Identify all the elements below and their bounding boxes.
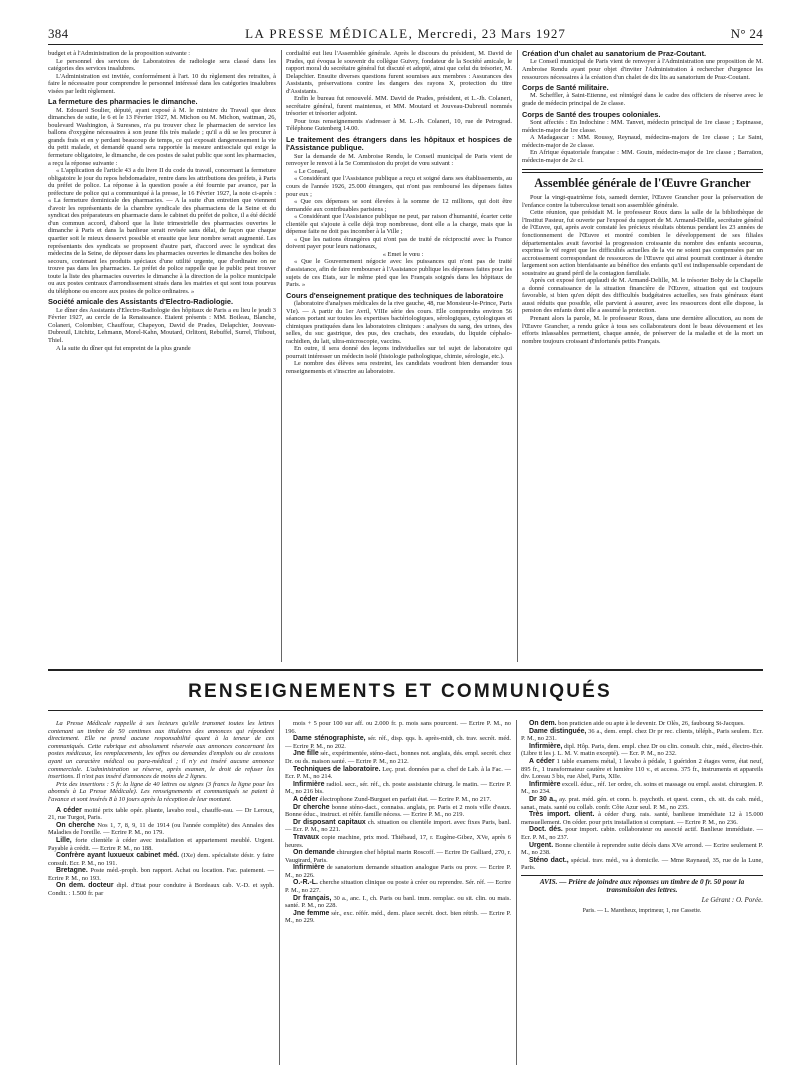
ad-text: pour import. cabin. collaborateur ou associé actif. Banlieue immédiate. — Ecr. P. M., no 237. — [521, 826, 763, 841]
ads-column-1 — [48, 720, 274, 1065]
classified-ad — [285, 834, 511, 849]
ad-list — [285, 720, 511, 925]
printer-line: Paris. — L. Maretheux, imprimeur, 1, rue Cassette. — [582, 907, 702, 914]
header-rule — [48, 44, 763, 45]
ad-text: ay. prat. méd. gén. et conn. b. psychoth. et quest. conn., ch. sit. ds cab. méd., sanat., mais. santé ou collab. confr. Côte Azur seul. P. M., no 235. — [521, 795, 763, 811]
column-divider — [517, 50, 518, 662]
ad-lead: Infirmière — [293, 864, 325, 872]
ad-lead: Dame sténographiste, — [293, 735, 366, 743]
paragraph: Enfin le bureau fut renouvelé. MM. David de Prades, président, et L.-Jh. Colaneri, secrétaire général, furent maintenus, et MM. Moutard et Jouveau-Dubreuil nommés trésorier et trésorier adjoint. — [286, 95, 512, 118]
classified-ad — [521, 796, 763, 811]
ad-lead: Sténo dact., — [529, 856, 569, 864]
paragraph: Sur la demande de M. Ambroise Rendu, le Conseil municipal de Paris vient de renvoyer le renvoi à la 5e Commission du projet de vœu suivant : — [286, 152, 512, 168]
ad-text: dipl. Hôp. Paris, dem. empl. chez Dr ou clin. consult. chir., méd., électro-thér. (Libre tt les j. L. M. V. matin excepté). — Ecr. P. M., no 232. — [521, 742, 763, 758]
ad-text: chirurgien chef hôpital marin Roscoff. — Ecrire Dr Galliard, 270, r. Vaugirard, Paris. — [285, 849, 511, 864]
classified-ad — [285, 796, 511, 804]
ad-text: copie machine, prix mod. Thiébaud, 17, r. Eugène-Gibez, XVe, après 6 heures. — [285, 833, 511, 849]
section-title: RENSEIGNEMENTS ET COMMUNIQUÉS — [188, 681, 612, 702]
paragraph: Après cet exposé fort applaudi de M. Armand-Delille, M. le trésorier Boby de la Chapelle a donné connaissance de la situation financière de l'Œuvre, situation qui est toujours favorable, si bien qu'en dépit des difficultés budgétaires actuelles, ses frais généraux étant aussi réduits que possible, elle parvient à assurer, avec les ressources dont elle dispose, la pension des enfants dont elle a assumé la protection. — [522, 277, 763, 315]
ad-lead: Bretagne. — [56, 867, 88, 875]
paragraph: « Considérant que l'Assistance publique a reçu et soigné dans ses établissements, au cours de l'année 1926, 25.000 étrangers, qui n'ont pas remboursé les dépenses faites pour eux ; — [286, 175, 512, 198]
ad-list — [48, 807, 274, 898]
ad-lead: On dem. — [529, 720, 557, 727]
section-heading: Le traitement des étrangers dans les hôpitaux et hospices de l'Assistance publique. — [286, 135, 512, 153]
classified-ad — [285, 864, 511, 879]
paragraph: « Considérant que l'Assistance publique ne peut, par raison d'humanité, écarter cette clientèle qui s'ajoute à celle déjà trop nombreuse, dont elle a la charge, mais que la dépense faite ne doit pas incomber à la Ville ; — [286, 213, 512, 236]
paragraph: Cette réunion, que présidait M. le professeur Roux dans la salle de la bibliothèque de l'Institut Pasteur, fut ouverte par l'exposé du rapport de M. Armand-Delille, secrétaire général de l'Œuvre, qui, après avoir constaté les précieux résultats obtenus pendant les 23 années de fonctionnement de l'Œuvre et montré combien le développement de ses filiales départementales avait favorisé la progression croissante du nombre des enfants secourus, exprima le vif regret que les difficultés actuelles de la vie ne soient pas compensées par un accroissement correspondant de ressources de l'Œuvre qui ainsi pourrait continuer à étendre largement son action bienfaisante au bénéfice des enfants qu'il est indispensable cependant de soustraire au grand péril de la contagion familiale. — [522, 209, 763, 277]
ad-lead: A céder — [293, 795, 319, 803]
ad-lead: Infirmière — [293, 780, 325, 788]
ad-lead: On dem. docteur — [56, 882, 114, 890]
classified-ad — [48, 807, 274, 822]
classified-ad — [48, 837, 274, 852]
ad-lead: Jne femme — [293, 909, 330, 917]
journal-name: LA PRESSE MÉDICALE, — [245, 26, 414, 41]
ad-lead: Dr disposant capitaux — [293, 818, 366, 826]
paragraph: « Que le Gouvernement négocie avec les puissances qui n'ont pas de traité d'assistance, afin de faire rembourser à l'Assistance publique les dépenses faites pour les sujets de ces Etats, sur le même pied que les Français soignés dans les hôpitaux de Paris. » — [286, 258, 512, 289]
classified-ad — [285, 895, 511, 910]
ad-lead: Jne fille — [293, 750, 319, 758]
paragraph: Pour la vingt-quatrième fois, samedi dernier, l'Œuvre Grancher pour la préservation de l'enfance contre la tuberculose tenait son assemblée générale. — [522, 194, 763, 209]
ad-lead: Doct. dés. — [529, 826, 563, 834]
notice-text: La Presse Médicale rappelle à ses lecteurs qu'elle transmet toutes les lettres contenant un timbre de 50 centimes aux titulaires des annonces qui répondent directement. Elle ne prend aucune responsabilité quant à la teneur de ces communiqués. Cette rubrique est absolument réservée aux annonces concernant les postes médicaux, les remplacements, les offres ou demandes d'emplois ou de cessions ayant un caractère médical ou para-médical ; il n'y est inséré aucune annonce commerciale. L'administration se réserve, après examen, le droit de refuser les insertions. Il n'est pas inséré d'annonces de moins de 2 lignes. — [48, 720, 274, 781]
classified-ad — [48, 882, 274, 897]
classified-ad — [48, 867, 274, 882]
paragraph: Sont affectés : En Indochine : MM. Tanvet, médecin principal de 1re classe ; Espinasse, médecin-major de 1re classe. — [522, 118, 763, 134]
ads-column-3 — [521, 720, 763, 1065]
classified-ad — [285, 720, 511, 735]
classified-ad — [521, 781, 763, 796]
issue-date: Mercredi, 23 Mars 1927 — [417, 26, 566, 41]
section-heading: Création d'un chalet au sanatorium de Praz-Coutant. — [522, 50, 707, 58]
ad-text: spécial. trav. méd., va à domicile. — Mme Raynaud, 35, rue de la Lune, Paris. — [521, 856, 763, 872]
ad-lead: Confrère ayant luxueux cabinet méd. — [56, 852, 180, 860]
paragraph: Prenant alors la parole, M. le professeur Roux, dans une dernière allocution, au nom de l'Œuvre Grancher, a rendu grâce à tous ses collaborateurs dont le beau dévouement et les efforts inlassables permettent, chaque année, de préserver de la maladie et de la mort un nombre toujours croissant d'infortunés petits Français. — [522, 314, 763, 345]
ad-list — [521, 720, 763, 872]
classified-ad — [521, 743, 763, 758]
ad-text: sér., expérimentée, sténo-dact., bonnes not. anglais, dés. empl. secrét. chez Dr. ou ds. maison santé. — Ecrire P. M., no 212. — [285, 750, 511, 765]
ad-lead: Dame distinguée, — [529, 727, 587, 735]
ads-column-2 — [285, 720, 511, 1065]
page-number: 384 — [48, 26, 69, 41]
ad-lead: On cherche — [56, 821, 95, 829]
ad-text: ch. situation ou clientèle import. avec fixes Paris, banl. — Ecr. P. M., no 221. — [285, 818, 511, 834]
ad-text: 1 table examens métal, 1 lavabo à pédale, 1 guéridon 2 étages verre, état neuf, 895 fr., 1 transformateur cautère et lumière 110 v., et access. 375 fr., instruments et appareils div. Loreau 3 bis, rue Abel, Paris, XIIe. — [521, 757, 763, 781]
column-1 — [48, 50, 276, 662]
ad-text: cherche situation clinique ou poste à créer ou reprendre. Sér. réf. — Ecrire P. M., no 227. — [285, 879, 511, 895]
ad-text: sér. réf., disp. qqs. h. après-midi, ch. trav. secrét. méd. — Ecrire P. M., no 202. — [285, 735, 511, 750]
column-divider — [279, 720, 280, 1065]
ad-lead: Très import. client. — [529, 811, 595, 819]
classified-ad — [521, 826, 763, 841]
classified-ad — [285, 750, 511, 765]
paragraph: budget et à l'Administration de la proposition suivante : — [48, 50, 191, 57]
paragraph: A Madagascar : MM. Roussy, Reynaud, médecins-majors de 1re classe ; Le Saint, médecin-major de 2e classe. — [522, 134, 763, 149]
paragraph: M. Edouard Soulier, député, ayant exposé à M. le ministre du Travail que deux dimanches de suite, le 6 et le 13 Février 1927, M. Michon ou M. Michon, wattman, 26, boulevard Washington, à Suresnes, n'a pu trouver chez le pharmacien de service les ballons d'oxygène nécessaires à son jeune fils très malade ; qu'il a dû se les procurer à grands frais et en y perdant beaucoup de temps, ce qui exposait dangereusement la vie du petit malade, et demandé quand sera rapportée la mesure antisociale qui exige la fermeture obligatoire, le dimanche, de ces postes de salut public que sont les pharmacies, a reçu la réponse suivante : — [48, 106, 276, 167]
ad-text: 36 a., dem. empl. chez Dr pr rec. clients, téléph., Paris seulem. Ecr. P. M., no 231. — [521, 727, 763, 743]
paragraph: « Que ces dépenses se sont élevées à la somme de 12 millions, qui doit être demandée aux contribuables parisiens ; — [286, 198, 512, 213]
paragraph: Le dîner des Assistants d'Electro-Radiologie des hôpitaux de Paris a eu lieu le jeudi 3 Février 1927, au cercle de la Renaissance. Etaient présents : MM. Boileau, Blanche, Colaneri, Colombier, Chauffour, Chapeyon, David de Prades, Delapchier, Jouveau-Dubreuil, Litchitz, Lehmann, Morel-Kahn, Moutard, Orlitoni, Rebuffel, Surrel, Thibout, Thiel. — [48, 306, 276, 344]
ad-lead: Infirmière — [529, 780, 561, 788]
ad-text: dipl. d'Etat pour conduire à Bordeaux cab. V.-D. et syph. Condit. : 1.500 fr. par — [48, 882, 274, 898]
classified-ad — [285, 819, 511, 834]
classified-ad — [285, 804, 511, 819]
notice-avis: AVIS. — Prière de joindre aux réponses un timbre de 0 fr. 50 pour la transmission des lettres. — [521, 875, 763, 895]
classified-ad — [521, 811, 763, 826]
pricing-text: Prix des insertions : 5 fr. la ligne de 40 lettres ou signes (3 francs la ligne pour les abonnés à La Presse Médicale). Les renseignements et communiqués se paient à l'avance et sont insérés 8 à 10 jours après la réception de leur montant. — [48, 780, 274, 803]
classified-ad — [521, 842, 763, 857]
ad-lead: A céder — [56, 806, 82, 814]
ad-text: Bonne clientèle à reprendre suite décès dans XVe arrond. — Ecrire seulement P. M., no 238. — [521, 841, 763, 857]
ad-lead: Urgent. — [529, 841, 554, 849]
classified-ad — [521, 728, 763, 743]
ad-text: de sanatorium demande situation analogue Paris ou prov. — Ecrire P. M., no 226. — [285, 864, 511, 879]
ad-text: à céder d'urg. rais. santé, banlieue immédiate 12 à 15.000 mensuellement. On céder. pour prix installation si comptant. — Ecrire P. M., no 236. — [521, 811, 763, 826]
classified-ad — [285, 849, 511, 864]
ad-lead: Dr cherche — [293, 803, 330, 811]
article-title: Assemblée générale de l'Œuvre Grancher — [534, 176, 751, 191]
issue-number: N° 24 — [730, 26, 763, 41]
ad-text: électrophone Zund-Burguet en parfait état. — Ecrire P. M., no 217. — [318, 795, 492, 803]
ad-text: moitié prix table opér. pliante, lavabo roul., chauffe-eau. — Dr Leroux, 21, rue Turgot, Paris. — [48, 806, 274, 822]
paragraph: « Emet le vœu : — [382, 250, 424, 258]
paragraph: « Le Conseil, — [294, 167, 329, 175]
ad-text: sér., exc. référ. méd., dem. place secrét. doct. bien rétrib. — Ecrire P. M., no 229. — [285, 909, 511, 925]
ad-text: radiol. secr., sér. réf., ch. poste assistante chirurg. le matin. — Ecrire P. M., no 216 bis. — [285, 780, 511, 796]
ad-lead: Lille, — [56, 836, 72, 844]
page-header — [48, 26, 763, 42]
ad-lead: A céder — [529, 757, 555, 765]
paragraph: Pour tous renseignements s'adresser à M. L.-Jh. Colaneri, 10, rue de Petrograd. Téléphone Gutenberg 14.00. — [286, 117, 512, 133]
classified-ad — [285, 735, 511, 750]
classified-ad — [285, 766, 511, 781]
classified-ad — [285, 879, 511, 894]
ad-text: bon praticien aide ou apte à le devenir. Dr Olès, 26, faubourg St-Jacques. — [556, 720, 745, 727]
paragraph: Le nombre des élèves sera restreint, les candidats voudront bien demander tous renseignements et s'inscrire au laboratoire. — [286, 360, 512, 375]
paragraph: A la suite du dîner qui fut empreint de la plus grande — [56, 344, 191, 352]
journal-title-line — [48, 26, 763, 42]
ad-lead: O.-R.-L. — [293, 879, 318, 887]
section-rule — [48, 669, 763, 671]
ad-text: Nos 1, 7, 8, 9, 11 de 1914 (ou l'année complète) des Annales des Maladies de l'oreille. — Ecrire P. M., no 179. — [48, 821, 274, 837]
ad-text: (IXe) dem. spécialiste désir. y faire consult. Ecr. P. M., no 191. — [48, 852, 274, 867]
section-rule — [522, 169, 763, 170]
classified-ad — [285, 781, 511, 796]
paragraph: M. Scheffler, à Saint-Etienne, est réintégré dans le cadre des officiers de réserve avec le grade de médecin principal de 2e classe. — [522, 92, 763, 107]
section-rule — [48, 710, 763, 711]
ad-text: excell. éduc., réf. 1er ordre, ch. soins et massage ou empl. assist. chirurgien. P. M., no 234. — [521, 780, 763, 796]
classified-ad — [285, 910, 511, 925]
classified-ad — [521, 720, 763, 728]
ad-lead: Techniques de laboratoire. — [293, 765, 381, 773]
paragraph: « L'application de l'article 43 a du livre II du code du travail, concernant la fermeture obligatoire le jour du repos hebdomadaire, rentre dans les attributions des préfets, à Paris du préfet de police. La réponse à la question posée a été fournie par avance, par la préfecture de police qui a communiqué à la presse, le 16 Février 1927, la note ci-après : « La fermeture dominicale des pharmacies. — A la suite d'un entretien que viennent d'avoir les représentants de la chambre syndicale des pharmaciens de la Seine et du syndicat des préparateurs en pharmacie dans le cabinet du préfet de police, il a été décidé d'un commun accord, d'abord que la liste trimestrielle des pharmacies ouvertes le dimanche à Paris et dans la banlieue serait revisée sans délai, de façon que chaque quartier soit le mieux desservi possible et ensuite que leur nombre serait augmenté. Les représentants des syndicats se proposent d'autre part, d'accord avec le syndicat des médecins de la Seine, de déposer dans les pharmacies ouvertes le dimanche des boîtes de secours, contenant les produits spéciaux d'une utilité urgente, que d'ordinaire on ne trouve pas dans les pharmacies. Le préfet de police rappelle que le public peut trouver toute la liste des pharmacies ouvertes le dimanche à la direction de la police municipale ou aux postes centraux d'arrondissement situés dans les mairies et qui sont tous pourvus du téléphone ou encore aux postes de police ordinaires. » — [48, 167, 276, 295]
section-heading: Corps de Santé des troupes coloniales. — [522, 109, 661, 119]
paragraph: En outre, il sera donné des leçons individuelles sur tel sujet de laboratoire qui pourrait intéresser un médecin isolé (histologie pathologique, chimie, sérologie, etc.). — [286, 345, 512, 360]
paragraph: Le personnel des services de Laboratoires de radiologie sera classé dans les catégories des services insalubres. — [48, 57, 276, 73]
ad-text: bonne sténo-dact., connaiss. anglais, pr. Paris et 2 mois ville d'eaux. Bonne éduc., instruct. et référ. famille nécess. — Ecrire P. M., no 219. — [285, 803, 511, 819]
paragraph: cordialité eut lieu l'Assemblée générale. Après le discours du président, M. David de Prades, qui évoqua le souvenir du collègue Guivry, fondateur de la Société amicale, le rapport moral du secrétaire général fut discuté et adopté, ainsi que celui du trésorier, M. Delapchier. Ensuite diverses questions furent soumises aux membres : Assurances des Assistants, préservations contre les dangers des rayons X, protection du titre d'Assistants. — [286, 50, 512, 95]
paragraph: L'Administration est invitée, conformément à l'art. 10 du règlement des retraites, à faire le nécessaire pour comprendre le personnel intéressé dans les catégories insalubres visées par ledit règlement. — [48, 72, 276, 95]
classified-ad — [48, 852, 274, 867]
section-heading: Société amicale des Assistants d'Electro-Radiologie. — [48, 297, 234, 307]
column-2 — [286, 50, 512, 662]
ad-lead: Dr français, — [293, 894, 332, 902]
classified-ad — [521, 758, 763, 781]
paragraph: En Afrique équatoriale française : MM. Gouin, médecin-major de 1re classe ; Barraüon, médecin-major de 2e cl. — [522, 149, 763, 164]
paragraph: Le Conseil municipal de Paris vient de renvoyer à l'Administration une proposition de M. Ambroise Rendu ayant pour objet d'inviter l'Administration à rechercher d'urgence les ressources nécessaires à la création d'un chalet de dix lits au sanatorium de Praz-Coutant. — [522, 58, 763, 81]
paragraph: (laboratoire d'analyses médicales de la rive gauche, 48, rue Monsieur-le-Prince, Paris VIe). — A partir du 1er Avril, VIIIe série des cours. Elle comprendra environ 56 séances portant sur toutes les expertises bactériologiques, sérologiques, cytologiques et chimiques pratiquées dans les laboratoires cliniques : analyses du sang, des urines, des selles, du suc gastrique, des pus, des crachats, des exsudats, du liquide céphalo-rachidien, du lait, ultra-microscopie, vaccins. — [286, 300, 512, 345]
paragraph: « Que les nations étrangères qui n'ont pas de traité de réciprocité avec la France doivent payer pour leurs nationaux, — [286, 235, 512, 251]
ad-lead: Infirmière, — [529, 742, 563, 750]
column-3 — [522, 50, 763, 662]
section-heading: Corps de Santé militaire. — [522, 83, 609, 93]
column-divider — [281, 50, 282, 662]
classified-ad — [521, 857, 763, 872]
ad-lead: On demande — [293, 849, 335, 857]
manager-signature: Le Gérant : O. Porée. — [701, 896, 763, 905]
column-divider — [516, 720, 517, 1065]
ad-text: mois + 5 pour 100 sur aff. ou 2.000 fr. p. mois sans pourcent. — Ecrire P. M., no 196. — [285, 720, 511, 735]
ad-lead: Travaux — [293, 833, 320, 841]
ad-text: Leç. prat. données par a. chef de Lab. à la Fac. — Ecr. P. M., no 214. — [285, 765, 511, 781]
section-rule — [522, 172, 763, 173]
section-heading: La fermeture des pharmacies le dimanche. — [48, 97, 198, 107]
ad-text: Poste méd.-proph. bon rapport. Achat ou location. Fac. paiement. — Ecrire P. M., no 193. — [48, 867, 274, 882]
section-heading: Cours d'enseignement pratique des techniques de laboratoire — [286, 290, 504, 300]
classified-ad — [48, 822, 274, 837]
ad-text: 30 a., anc. I., ch. Paris ou banl. imm. remplac. ou sit. clin. ou mais. santé. P. M., no 228. — [285, 894, 511, 910]
ad-text: forte clientèle à céder avec installation et appartement meublé. Urgent. Payable à crédit. — Ecrire P. M., no 188. — [48, 836, 274, 852]
ad-lead: Dr 30 a., — [529, 795, 557, 803]
